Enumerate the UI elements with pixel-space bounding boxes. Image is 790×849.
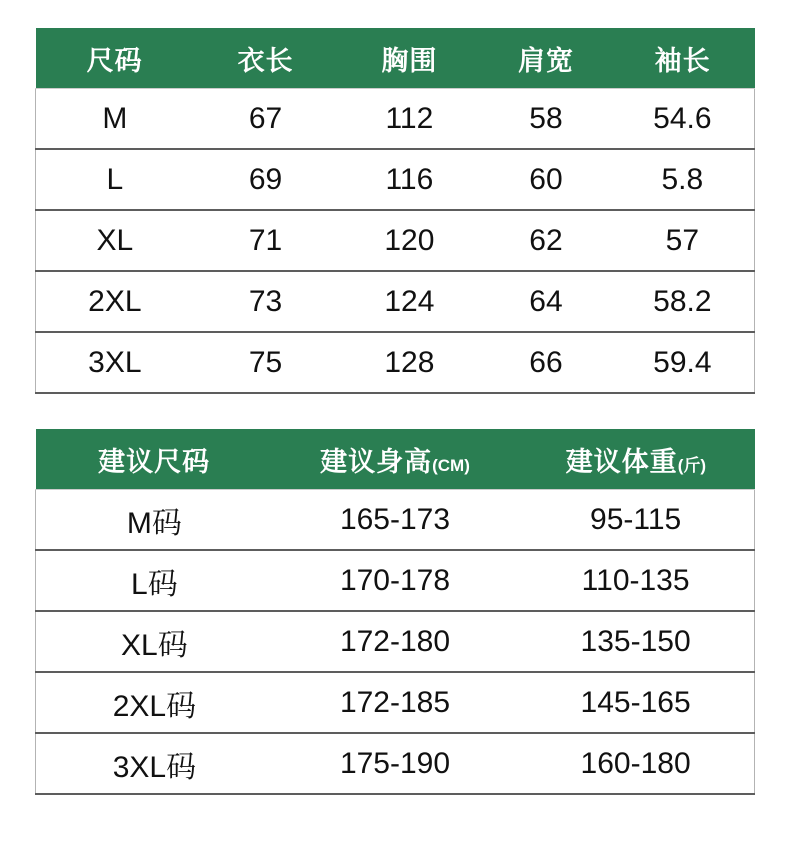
sleeve-value: 59.4 — [611, 332, 755, 393]
column-header-length: 衣长 — [194, 28, 338, 89]
column-header-suggested-weight — [517, 429, 754, 490]
table-row — [36, 149, 755, 210]
column-header-suggested-size — [36, 429, 273, 490]
header-label: 建议尺码 — [98, 446, 211, 477]
size-label: M — [36, 89, 194, 150]
size-label: L — [36, 149, 194, 210]
chest-value: 124 — [337, 271, 481, 332]
height-range-value: 172-185 — [273, 672, 517, 733]
chest-value: 120 — [337, 210, 481, 271]
size-suggestion-table — [35, 429, 755, 795]
header-unit: (斤) — [677, 455, 707, 475]
shoulder-value: 58 — [481, 89, 610, 150]
column-header-shoulder: 肩宽 — [481, 28, 610, 89]
header-label: 建议身高 — [320, 446, 433, 477]
table-row — [36, 733, 755, 794]
size-label: XL — [36, 210, 194, 271]
size-label: 2XL — [36, 271, 194, 332]
weight-range-value: 95-115 — [517, 490, 754, 551]
suggested-size-label: 2XL码 — [36, 672, 273, 733]
shoulder-value: 66 — [481, 332, 610, 393]
length-value: 71 — [194, 210, 338, 271]
table-row — [36, 210, 755, 271]
shoulder-value: 60 — [481, 149, 610, 210]
table-row — [36, 490, 755, 551]
suggested-size-label: 3XL码 — [36, 733, 273, 794]
size-label: 3XL — [36, 332, 194, 393]
chest-value: 128 — [337, 332, 481, 393]
weight-range-value: 145-165 — [517, 672, 754, 733]
sleeve-value: 58.2 — [611, 271, 755, 332]
length-value: 67 — [194, 89, 338, 150]
length-value: 75 — [194, 332, 338, 393]
sleeve-value: 5.8 — [611, 149, 755, 210]
chest-value: 116 — [337, 149, 481, 210]
table-row — [36, 550, 755, 611]
header-unit: (CM) — [432, 455, 470, 475]
suggested-size-label: XL码 — [36, 611, 273, 672]
suggested-size-label: M码 — [36, 490, 273, 551]
height-range-value: 172-180 — [273, 611, 517, 672]
table-row — [36, 89, 755, 150]
column-header-chest: 胸围 — [337, 28, 481, 89]
weight-range-value: 160-180 — [517, 733, 754, 794]
length-value: 73 — [194, 271, 338, 332]
weight-range-value: 110-135 — [517, 550, 754, 611]
table-row — [36, 271, 755, 332]
weight-range-value: 135-150 — [517, 611, 754, 672]
height-range-value: 170-178 — [273, 550, 517, 611]
header-label: 建议体重 — [565, 446, 678, 477]
column-header-suggested-height — [273, 429, 517, 490]
sleeve-value: 54.6 — [611, 89, 755, 150]
chest-value: 112 — [337, 89, 481, 150]
column-header-sleeve: 袖长 — [611, 28, 755, 89]
suggested-size-label: L码 — [36, 550, 273, 611]
column-header-size: 尺码 — [36, 28, 194, 89]
shoulder-value: 62 — [481, 210, 610, 271]
size-spec-header-row — [36, 28, 755, 89]
table-row — [36, 332, 755, 393]
suggestion-header-row — [36, 429, 755, 490]
table-row — [36, 672, 755, 733]
table-row — [36, 611, 755, 672]
height-range-value: 175-190 — [273, 733, 517, 794]
height-range-value: 165-173 — [273, 490, 517, 551]
sleeve-value: 57 — [611, 210, 755, 271]
size-spec-table — [35, 28, 755, 394]
length-value: 69 — [194, 149, 338, 210]
shoulder-value: 64 — [481, 271, 610, 332]
